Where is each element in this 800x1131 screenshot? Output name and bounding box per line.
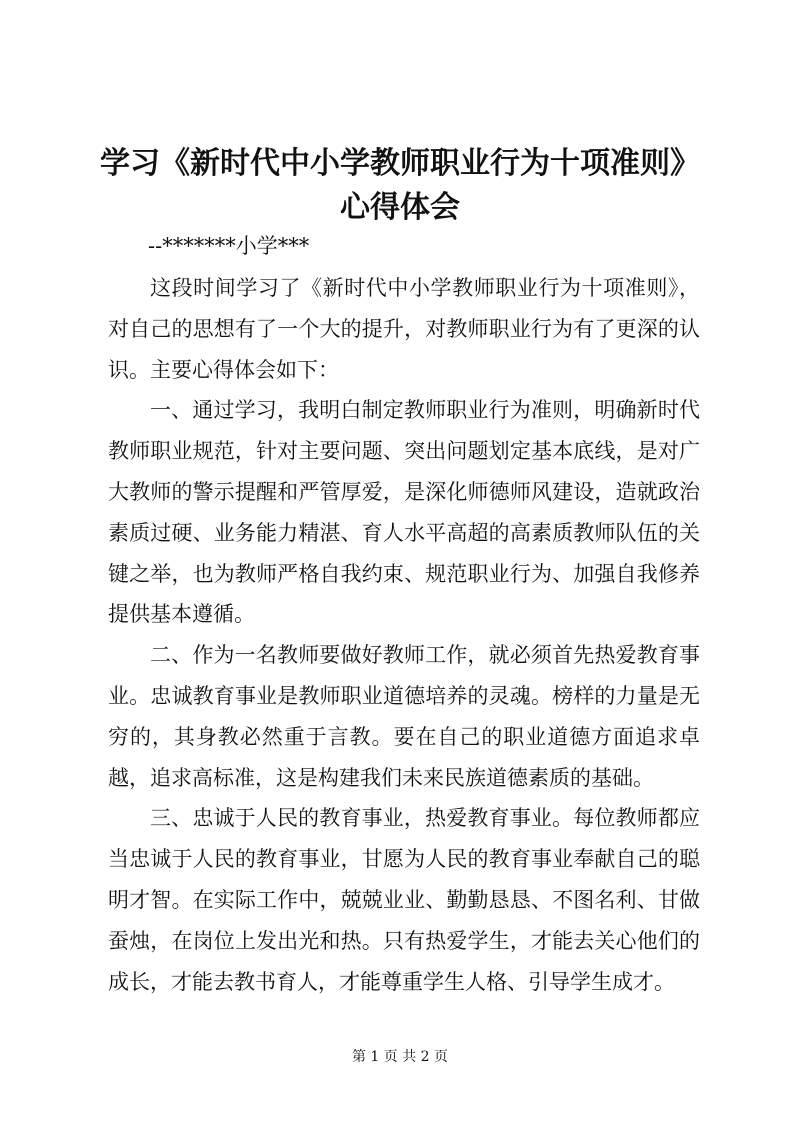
page-footer: 第 1 页 共 2 页: [351, 1049, 449, 1065]
paragraph-point-2: 二、作为一名教师要做好教师工作，就必须首先热爱教育事业。忠诚教育事业是教师职业道德培养的灵魂。榜样的力量是无穷的，其身教必然重于言教。要在自己的职业道德方面追求卓越，追求高标准，这是构建我们未来民族道德素质的基础。: [108, 643, 700, 790]
document-body: [108, 268, 700, 1002]
paragraph-point-1: 一、通过学习，我明白制定教师职业行为准则，明确新时代教师职业规范，针对主要问题、突出问题划定基本底线，是对广大教师的警示提醒和严管厚爱，是深化师德师风建设，造就政治素质过硬、业务能力精湛、育人水平高超的高素质教师队伍的关键之举，也为教师严格自我约束、规范职业行为、加强自我修养提供基本遵循。: [108, 398, 700, 627]
paragraph-intro: 这段时间学习了《新时代中小学教师职业行为十项准则》，对自己的思想有了一个大的提升，对教师职业行为有了更深的认识。主要心得体会如下：: [108, 276, 700, 382]
document-title-line-2: 心得体会: [340, 190, 460, 225]
document-title-line-1: 学习《新时代中小学教师职业行为十项准则》: [100, 146, 700, 181]
paragraph-point-3: 三、忠诚于人民的教育事业，热爱教育事业。每位教师都应当忠诚于人民的教育事业，甘愿为人民的教育事业奉献自己的聪明才智。在实际工作中，兢兢业业、勤勤恳恳、不图名利、甘做蚕烛，在岗位上发出光和热。只有热爱学生，才能去关心他们的成长，才能去教书育人，才能尊重学生人格、引导学生成才。: [108, 806, 700, 994]
author-byline: --*******小学***: [148, 234, 310, 258]
